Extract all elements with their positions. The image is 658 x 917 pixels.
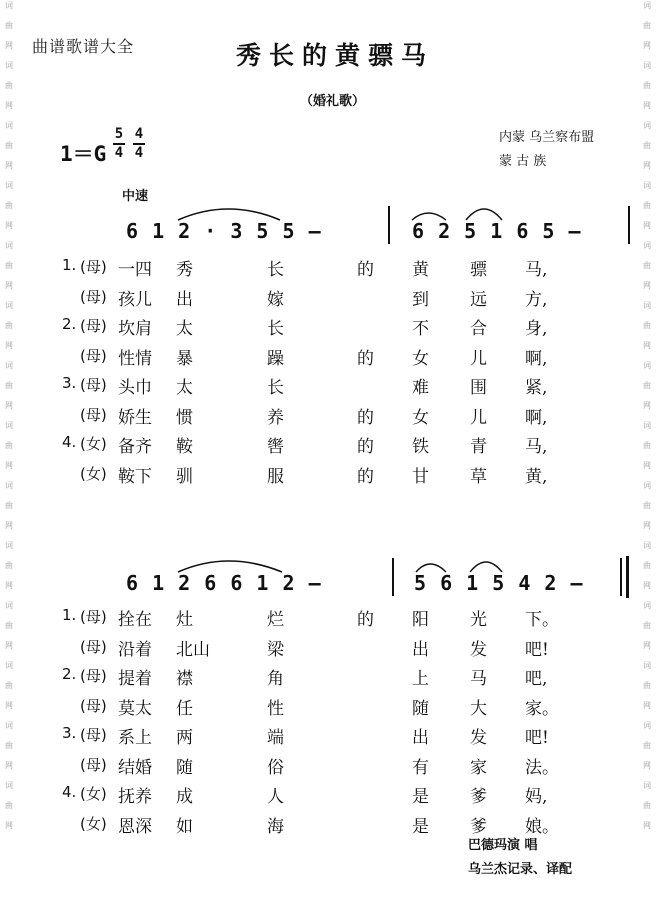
watermark-left xyxy=(2,0,16,840)
watermark-char: 曲 xyxy=(5,501,13,510)
lyric-word: 到 xyxy=(412,289,429,310)
watermark-char: 网 xyxy=(643,761,651,770)
time-signature-2 xyxy=(133,126,145,162)
watermark-char: 网 xyxy=(643,821,651,830)
watermark-char: 词 xyxy=(643,121,651,130)
barline xyxy=(392,558,394,596)
singer-role: (母) xyxy=(80,637,107,656)
watermark-char: 曲 xyxy=(643,501,651,510)
watermark-char: 词 xyxy=(5,361,13,370)
lyric-word: 女 xyxy=(412,348,429,369)
watermark-char: 词 xyxy=(643,241,651,250)
watermark-char: 曲 xyxy=(5,141,13,150)
lyric-word: 阳 xyxy=(412,610,429,630)
watermark-char: 曲 xyxy=(5,81,13,90)
watermark-char: 词 xyxy=(643,541,651,550)
singer-role: (女) xyxy=(80,814,107,833)
watermark-char: 曲 xyxy=(643,21,651,30)
lyric-word: 秀 xyxy=(176,260,193,280)
watermark-char: 曲 xyxy=(643,81,651,90)
watermark-char: 曲 xyxy=(5,801,13,810)
watermark-char: 曲 xyxy=(643,561,651,570)
lyric-word: 甘 xyxy=(412,466,429,487)
singer-role: (母) xyxy=(80,317,107,335)
verse-number: 2. xyxy=(62,665,77,683)
singer-role: (女) xyxy=(80,785,107,803)
verse-number: 1. xyxy=(62,256,77,274)
lyric-word: 服 xyxy=(267,466,284,487)
singer-role: (女) xyxy=(80,464,107,483)
lyric-word: 吧! xyxy=(525,728,549,748)
watermark-char: 网 xyxy=(643,521,651,530)
watermark-char: 曲 xyxy=(643,321,651,330)
watermark-char: 网 xyxy=(643,101,651,110)
singer-role: (母) xyxy=(80,376,107,394)
lyric-word: 上 xyxy=(412,669,429,689)
watermark-char: 网 xyxy=(5,461,13,470)
lyric-word: 嫁 xyxy=(267,289,284,310)
watermark-char: 词 xyxy=(643,601,651,610)
watermark-char: 网 xyxy=(643,281,651,290)
lyric-word: 女 xyxy=(412,407,429,428)
lyric-word: 襟 xyxy=(176,669,193,689)
system1-measure-1: 6 1 2 · 3 5 5 – xyxy=(126,219,322,243)
site-label: 曲谱歌谱大全 xyxy=(32,37,135,56)
lyric-word: 儿 xyxy=(470,348,487,369)
lyric-word: 娘。 xyxy=(525,816,559,837)
lyric-word: 恩深 xyxy=(118,816,152,837)
watermark-char: 网 xyxy=(5,761,13,770)
system2-measure-2: 5 6 1 5 4 2 – xyxy=(414,571,584,595)
origin-line-2: 蒙 古 族 xyxy=(499,154,547,169)
watermark-char: 网 xyxy=(643,641,651,650)
lyric-word: 有 xyxy=(412,757,429,778)
song-title: 秀长的黄骠马 xyxy=(236,41,435,70)
lyric-word: 家。 xyxy=(525,698,559,719)
watermark-char: 词 xyxy=(5,181,13,190)
watermark-char: 网 xyxy=(5,641,13,650)
watermark-char: 词 xyxy=(5,601,13,610)
lyric-word: 的 xyxy=(357,407,374,428)
watermark-char: 网 xyxy=(643,701,651,710)
lyric-word: 暴 xyxy=(176,348,193,369)
lyric-word: 性 xyxy=(267,698,284,719)
watermark-char: 曲 xyxy=(5,201,13,210)
lyric-word: 俗 xyxy=(267,757,284,778)
watermark-char: 曲 xyxy=(5,381,13,390)
lyric-word: 紧, xyxy=(525,378,548,398)
lyric-word: 长 xyxy=(267,260,284,280)
watermark-char: 词 xyxy=(5,721,13,730)
verse-number: 2. xyxy=(62,315,77,333)
singer-role: (母) xyxy=(80,346,107,365)
tempo-marking: 中速 xyxy=(122,189,149,204)
watermark-char: 词 xyxy=(5,241,13,250)
lyric-word: 家 xyxy=(470,757,487,778)
watermark-char: 词 xyxy=(5,481,13,490)
lyric-word: 妈, xyxy=(525,787,548,807)
watermark-right xyxy=(640,0,654,840)
watermark-char: 网 xyxy=(5,41,13,50)
time-signature-2-denominator: 4 xyxy=(134,145,144,161)
singer-role: (女) xyxy=(80,435,107,453)
lyric-word: 爹 xyxy=(470,787,487,807)
watermark-char: 曲 xyxy=(5,621,13,630)
lyric-word: 鞍下 xyxy=(118,466,152,487)
lyric-word: 任 xyxy=(176,698,193,719)
lyric-word: 坎肩 xyxy=(118,319,152,339)
lyric-word: 长 xyxy=(267,319,284,339)
lyric-word: 发 xyxy=(470,728,487,748)
credits-recorder: 乌兰杰记录、译配 xyxy=(468,862,573,877)
lyric-word: 不 xyxy=(412,319,429,339)
lyric-word: 太 xyxy=(176,378,193,398)
lyric-word: 性情 xyxy=(118,348,152,369)
watermark-char: 网 xyxy=(5,521,13,530)
verse-number: 4. xyxy=(62,433,77,451)
lyric-word: 围 xyxy=(470,378,487,398)
singer-role: (母) xyxy=(80,258,107,276)
watermark-char: 网 xyxy=(643,461,651,470)
system1-measure-2: 6 2 5 1 6 5 – xyxy=(412,219,582,243)
watermark-char: 曲 xyxy=(5,321,13,330)
lyric-word: 出 xyxy=(176,289,193,310)
lyric-word: 是 xyxy=(412,816,429,837)
watermark-char: 词 xyxy=(5,661,13,670)
lyric-word: 拴在 xyxy=(118,610,152,630)
lyric-word: 难 xyxy=(412,378,429,398)
lyric-word: 鞍 xyxy=(176,437,193,457)
lyric-word: 孩儿 xyxy=(118,289,152,310)
lyric-word: 出 xyxy=(412,639,429,660)
watermark-char: 词 xyxy=(643,721,651,730)
credits xyxy=(468,834,572,882)
watermark-char: 网 xyxy=(643,161,651,170)
lyric-word: 随 xyxy=(176,757,193,778)
lyric-word: 青 xyxy=(470,437,487,457)
lyric-word: 是 xyxy=(412,787,429,807)
lyric-word: 吧, xyxy=(525,669,548,689)
lyric-word: 合 xyxy=(470,319,487,339)
credits-singer: 巴德玛演 唱 xyxy=(468,838,538,853)
singer-role: (母) xyxy=(80,667,107,685)
watermark-char: 网 xyxy=(5,701,13,710)
lyric-word: 养 xyxy=(267,407,284,428)
lyric-word: 啊, xyxy=(525,348,548,369)
watermark-char: 曲 xyxy=(5,681,13,690)
watermark-char: 曲 xyxy=(5,441,13,450)
lyric-word: 爹 xyxy=(470,816,487,837)
lyric-word: 烂 xyxy=(267,610,284,630)
lyric-word: 沿着 xyxy=(118,639,152,660)
watermark-char: 词 xyxy=(643,361,651,370)
watermark-char: 曲 xyxy=(643,381,651,390)
watermark-char: 网 xyxy=(5,101,13,110)
watermark-char: 曲 xyxy=(643,801,651,810)
origin-info xyxy=(499,126,594,174)
watermark-char: 词 xyxy=(5,301,13,310)
lyric-word: 的 xyxy=(357,437,374,457)
watermark-char: 曲 xyxy=(5,261,13,270)
watermark-char: 词 xyxy=(5,1,13,10)
watermark-char: 曲 xyxy=(5,21,13,30)
watermark-char: 网 xyxy=(643,41,651,50)
lyric-word: 头巾 xyxy=(118,378,152,398)
watermark-char: 词 xyxy=(5,781,13,790)
watermark-char: 曲 xyxy=(643,681,651,690)
verse-number: 3. xyxy=(62,374,77,392)
lyric-word: 结婚 xyxy=(118,757,152,778)
watermark-char: 网 xyxy=(643,341,651,350)
watermark-char: 曲 xyxy=(643,741,651,750)
lyric-word: 躁 xyxy=(267,348,284,369)
watermark-char: 网 xyxy=(643,401,651,410)
singer-role: (母) xyxy=(80,287,107,306)
lyric-word: 驯 xyxy=(176,466,193,487)
lyric-word: 梁 xyxy=(267,639,284,660)
lyric-word: 啊, xyxy=(525,407,548,428)
watermark-char: 网 xyxy=(5,821,13,830)
watermark-char: 词 xyxy=(643,661,651,670)
watermark-char: 词 xyxy=(5,541,13,550)
watermark-char: 词 xyxy=(643,781,651,790)
watermark-char: 曲 xyxy=(643,141,651,150)
lyric-word: 惯 xyxy=(176,407,193,428)
lyric-word: 角 xyxy=(267,669,284,689)
lyric-word: 黄, xyxy=(525,466,548,487)
lyric-word: 备齐 xyxy=(118,437,152,457)
lyric-word: 远 xyxy=(470,289,487,310)
lyric-word: 莫太 xyxy=(118,698,152,719)
end-barline-thick xyxy=(626,556,629,598)
watermark-char: 曲 xyxy=(643,621,651,630)
watermark-char: 词 xyxy=(643,421,651,430)
lyric-word: 北山 xyxy=(176,639,210,660)
lyric-word: 的 xyxy=(357,610,374,630)
time-signature-1-denominator: 4 xyxy=(114,145,124,161)
lyric-word: 法。 xyxy=(525,757,559,778)
lyric-word: 方, xyxy=(525,289,548,310)
lyric-word: 端 xyxy=(267,728,284,748)
watermark-char: 词 xyxy=(643,481,651,490)
lyric-word: 铁 xyxy=(412,437,429,457)
lyric-word: 一四 xyxy=(118,260,152,280)
lyric-word: 儿 xyxy=(470,407,487,428)
verse-number: 4. xyxy=(62,783,77,801)
lyric-word: 辔 xyxy=(267,437,284,457)
lyric-word: 黄 xyxy=(412,260,429,280)
singer-role: (母) xyxy=(80,608,107,626)
barline xyxy=(388,206,390,244)
watermark-char: 曲 xyxy=(5,741,13,750)
lyric-word: 娇生 xyxy=(118,407,152,428)
watermark-char: 曲 xyxy=(643,201,651,210)
key-signature: 1＝G xyxy=(60,142,107,166)
lyric-word: 身, xyxy=(525,319,548,339)
watermark-char: 网 xyxy=(5,581,13,590)
lyric-word: 系上 xyxy=(118,728,152,748)
lyric-word: 灶 xyxy=(176,610,193,630)
lyric-word: 的 xyxy=(357,260,374,280)
lyric-word: 马, xyxy=(525,260,548,280)
lyric-word: 提着 xyxy=(118,669,152,689)
verse-number: 1. xyxy=(62,606,77,624)
watermark-char: 网 xyxy=(5,281,13,290)
lyric-word: 光 xyxy=(470,610,487,630)
time-signature-1 xyxy=(113,126,125,162)
end-barline xyxy=(628,206,630,244)
watermark-char: 网 xyxy=(5,401,13,410)
watermark-char: 曲 xyxy=(643,441,651,450)
lyric-word: 骠 xyxy=(470,260,487,280)
watermark-char: 网 xyxy=(643,221,651,230)
lyric-word: 吧! xyxy=(525,639,549,660)
lyric-word: 如 xyxy=(176,816,193,837)
watermark-char: 网 xyxy=(5,221,13,230)
lyric-word: 草 xyxy=(470,466,487,487)
singer-role: (母) xyxy=(80,405,107,424)
watermark-char: 网 xyxy=(5,161,13,170)
watermark-char: 词 xyxy=(5,421,13,430)
lyric-word: 抚养 xyxy=(118,787,152,807)
song-subtitle: （婚礼歌） xyxy=(300,94,366,109)
singer-role: (母) xyxy=(80,726,107,744)
lyric-word: 大 xyxy=(470,698,487,719)
lyric-word: 的 xyxy=(357,466,374,487)
watermark-char: 词 xyxy=(643,301,651,310)
lyric-word: 两 xyxy=(176,728,193,748)
watermark-char: 网 xyxy=(643,581,651,590)
singer-role: (母) xyxy=(80,696,107,715)
watermark-char: 曲 xyxy=(643,261,651,270)
verse-number: 3. xyxy=(62,724,77,742)
lyric-word: 海 xyxy=(267,816,284,837)
lyric-word: 出 xyxy=(412,728,429,748)
watermark-char: 词 xyxy=(5,61,13,70)
lyric-word: 的 xyxy=(357,348,374,369)
watermark-char: 词 xyxy=(643,181,651,190)
lyric-word: 成 xyxy=(176,787,193,807)
lyric-word: 发 xyxy=(470,639,487,660)
lyric-word: 下。 xyxy=(525,610,559,630)
singer-role: (母) xyxy=(80,755,107,774)
end-barline xyxy=(620,558,622,596)
lyric-word: 太 xyxy=(176,319,193,339)
watermark-char: 词 xyxy=(5,121,13,130)
lyric-word: 人 xyxy=(267,787,284,807)
system2-measure-1: 6 1 2 6 6 1 2 – xyxy=(126,571,322,595)
lyric-word: 马, xyxy=(525,437,548,457)
lyric-word: 马 xyxy=(470,669,487,689)
lyric-word: 随 xyxy=(412,698,429,719)
origin-line-1: 内蒙 乌兰察布盟 xyxy=(499,130,595,145)
watermark-char: 曲 xyxy=(5,561,13,570)
time-signature-2-numerator: 4 xyxy=(134,126,144,142)
time-signature-1-numerator: 5 xyxy=(114,126,124,142)
watermark-char: 网 xyxy=(5,341,13,350)
watermark-char: 词 xyxy=(643,1,651,10)
lyric-word: 长 xyxy=(267,378,284,398)
watermark-char: 词 xyxy=(643,61,651,70)
